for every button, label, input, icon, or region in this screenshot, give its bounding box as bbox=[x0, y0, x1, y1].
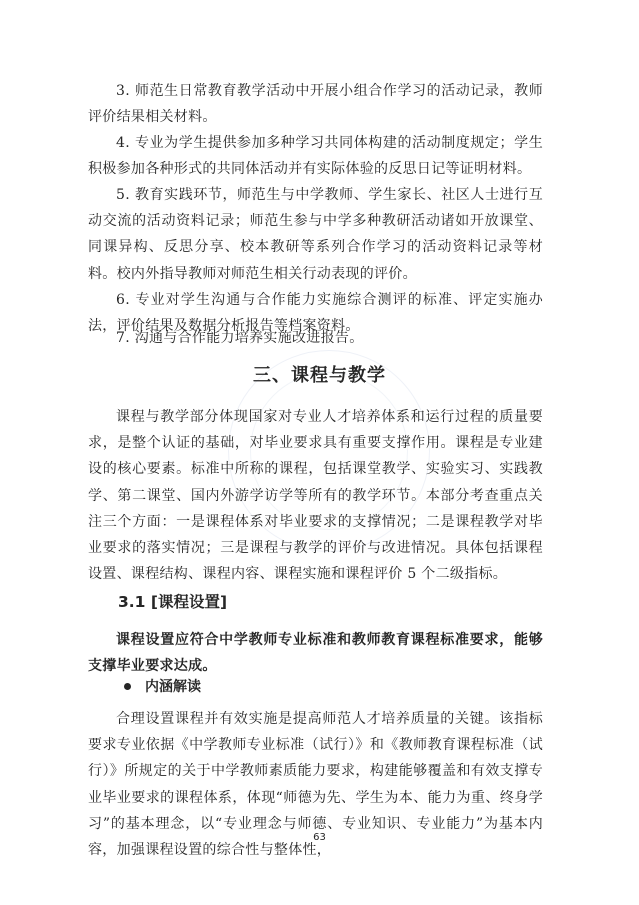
evidence-item-3: 3. 师范生日常教育教学活动中开展小组合作学习的活动记录，教师评价结果相关材料。 bbox=[88, 83, 543, 126]
subsection-requirement: 课程设置应符合中学教师专业标准和教师教育课程标准要求，能够支撑毕业要求达成。 bbox=[88, 632, 543, 675]
evidence-item-6: 6. 专业对学生沟通与合作能力实施综合测评的标准、评定实施办法，评价结果及数据分析报告等档案资料。 bbox=[88, 292, 543, 335]
interpretation-text: 合理设置课程并有效实施是提高师范人才培养质量的关键。该指标要求专业依据《中学教师专业标准（试行）》和《教师教育课程标准（试行）》所规定的关于中学教师素质能力要求，构建能够覆盖和有效支撑专业毕业要求的课程体系，体现“师德为先、学生为本、能力为重、终身学习”的基本理念，以“专业理念与师德、专业知识、专业能力”为基本内容，加强课程设置的综合性与整体性， bbox=[88, 711, 543, 859]
page-number: 63 bbox=[313, 832, 326, 843]
section-intro: 课程与教学部分体现国家对专业人才培养体系和运行过程的质量要求，是整个认证的基础，对毕业要求具有重要支撑作用。课程是专业建设的核心要素。标准中所称的课程，包括课堂教学、实验实习、实践教学、第二课堂、国内外游学访学等所有的教学环节。本部分考查重点关注三个方面：一是课程体系对毕业要求的支撑情况；二是课程教学对毕业要求的落实情况；三是课程与教学的评价与改进情况。具体包括课程设置、课程结构、课程内容、课程实施和课程评价 5 个二级指标。 bbox=[88, 409, 543, 583]
bullet-label: 内涵解读 bbox=[145, 679, 201, 695]
bullet-line bbox=[124, 676, 201, 696]
section-heading: 三、课程与教学 bbox=[253, 365, 386, 386]
subsection-heading: 3.1 [课程设置] bbox=[118, 593, 228, 611]
evidence-item-5: 5. 教育实践环节，师范生与中学教师、学生家长、社区人士进行互动交流的活动资料记录；师范生参与中学多种教研活动诸如开放课堂、同课异构、反思分享、校本教研等系列合作学习的活动资料记录等材料。校内外指导教师对师范生相关行动表现的评价。 bbox=[88, 187, 543, 282]
bullet-dot-icon bbox=[124, 683, 131, 690]
evidence-item-4: 4. 专业为学生提供参加多种学习共同体构建的活动制度规定；学生积极参加各种形式的共同体活动并有实际体验的反思日记等证明材料。 bbox=[88, 135, 543, 178]
evidence-item-7: 7. 沟通与合作能力培养实施改进报告。 bbox=[116, 330, 364, 346]
